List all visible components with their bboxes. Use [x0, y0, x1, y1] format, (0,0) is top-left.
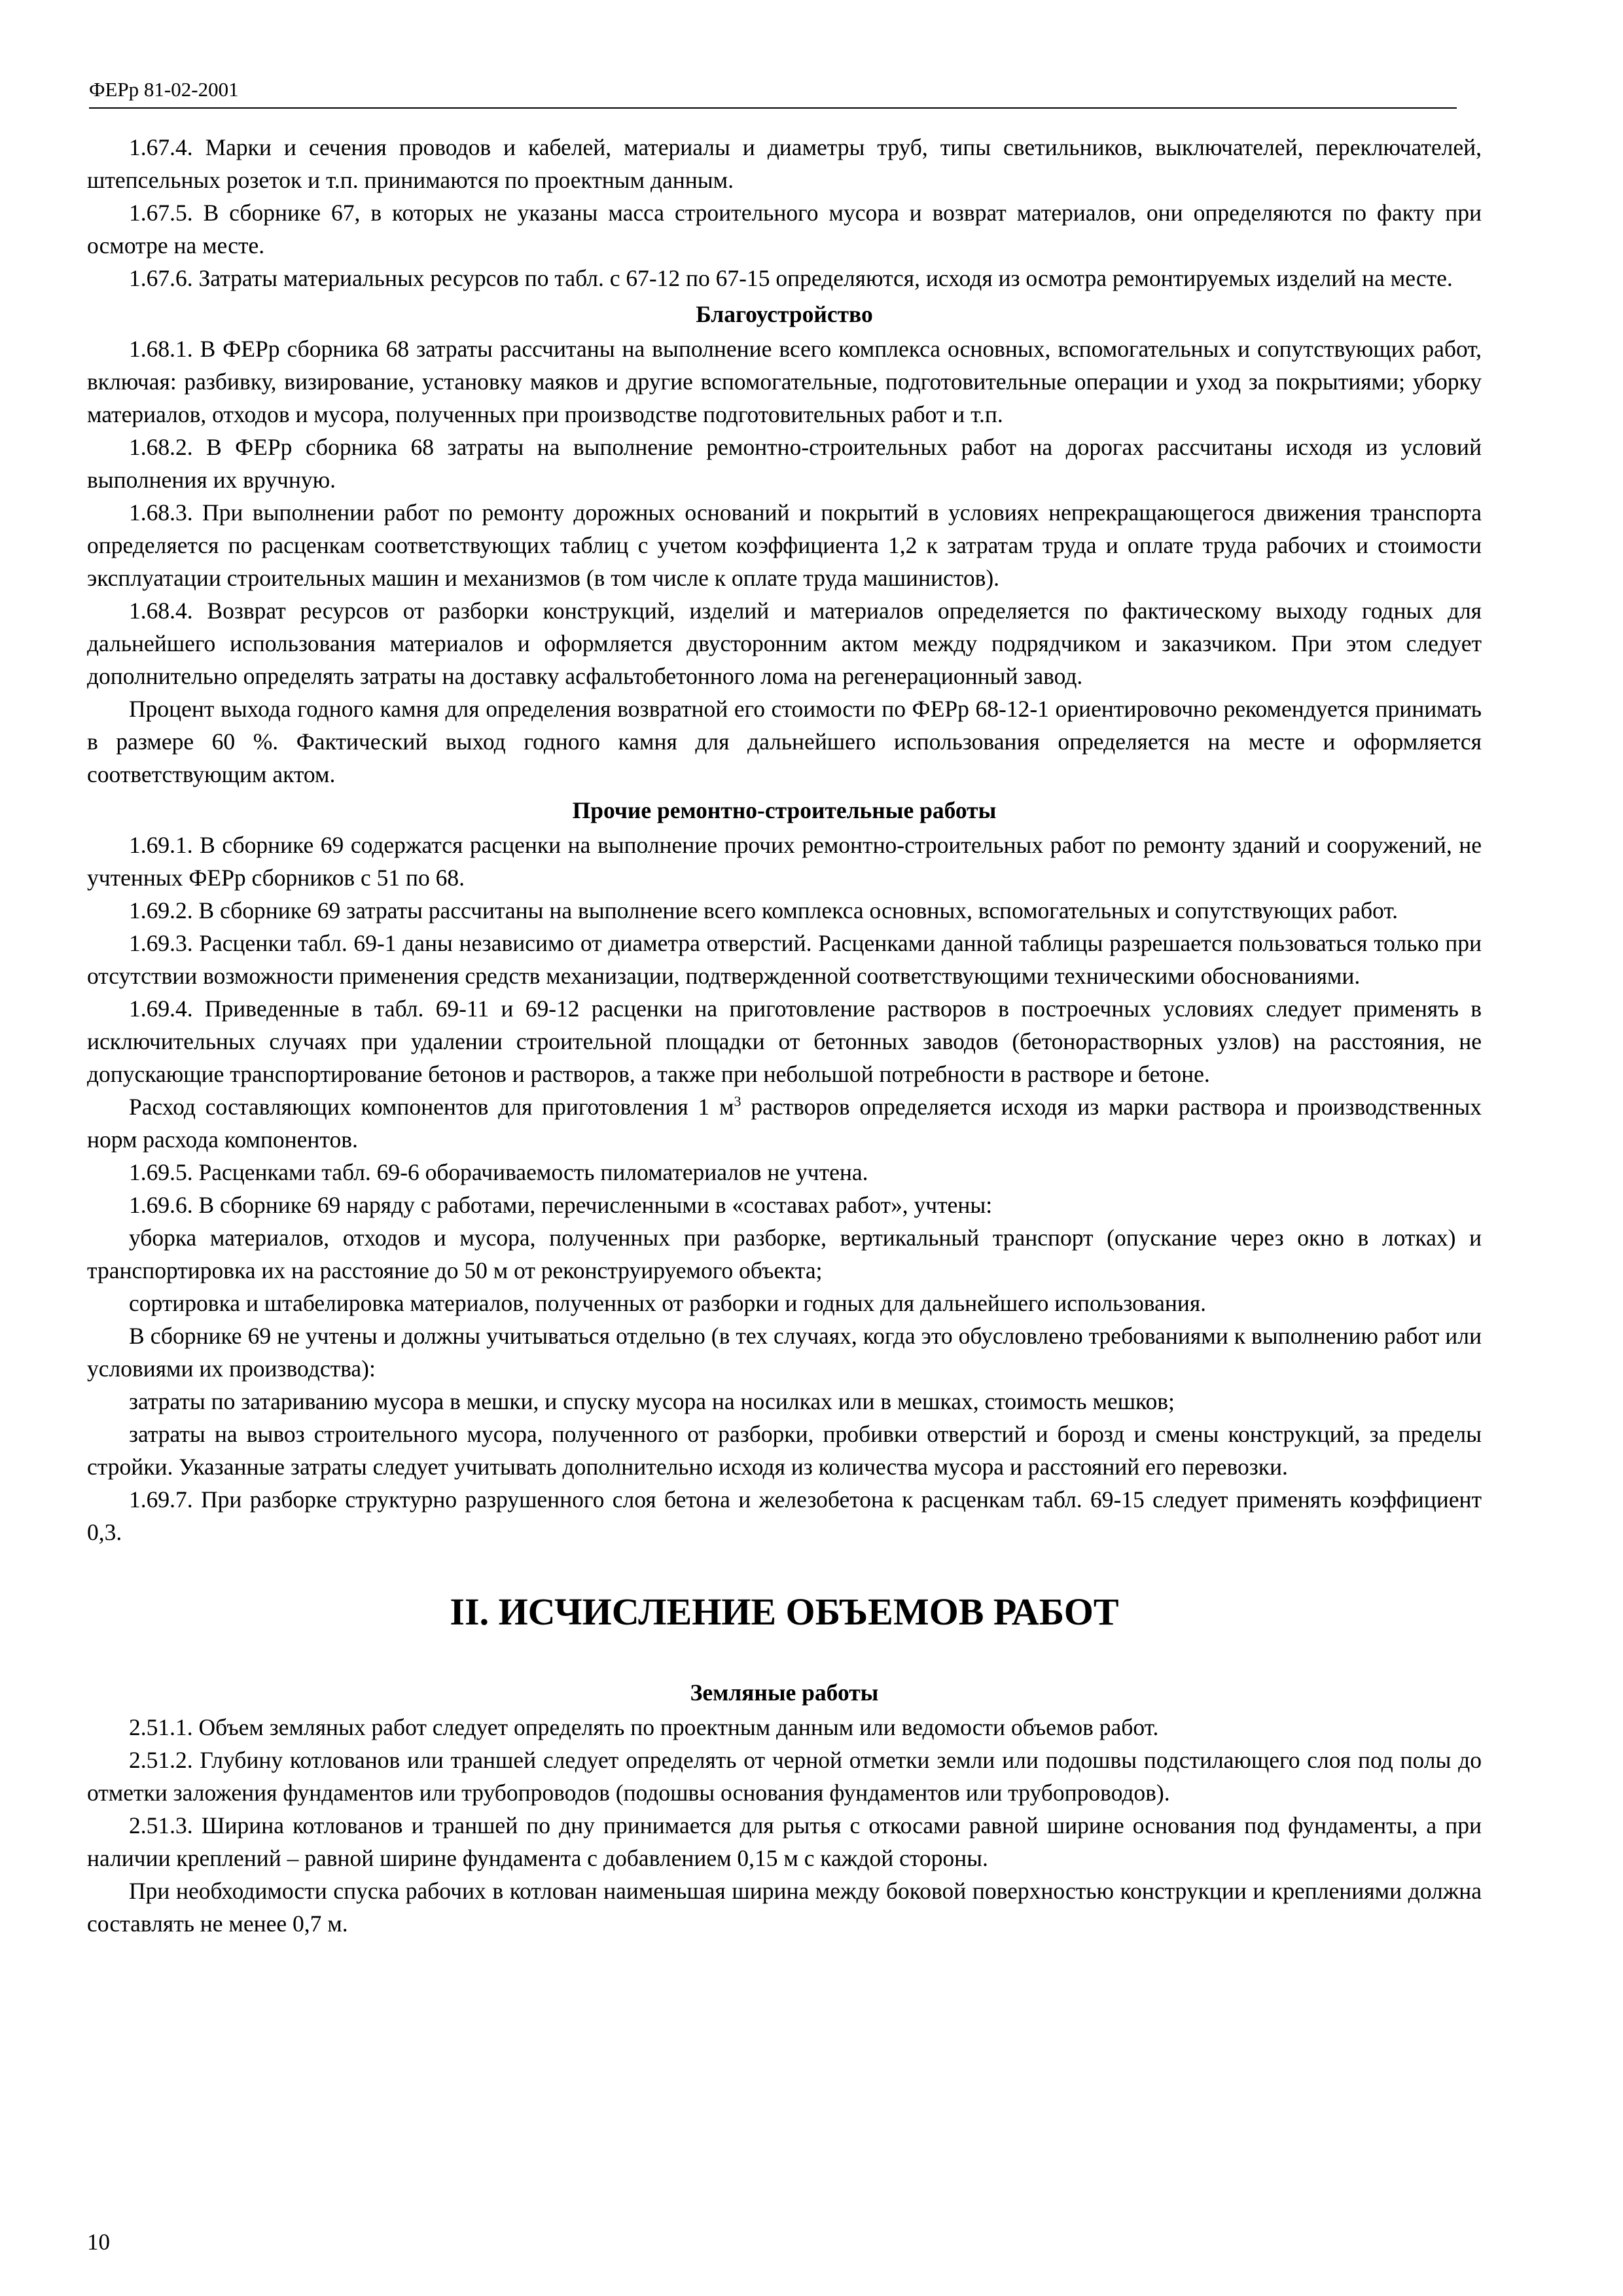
paragraph: уборка материалов, отходов и мусора, полученных при разборке, вертикальный транспорт (опускание через окно в лотках) и транспортировка их на расстояние до 50 м от реконструируемого объекта; [87, 1225, 1482, 1283]
chapter-title: II. ИСЧИСЛЕНИЕ ОБЪЕМОВ РАБОТ [450, 1590, 1119, 1633]
paragraph-rest: растворов определяется исходя из марки раствора и производственных норм расхода компонентов. [87, 1094, 1482, 1153]
paragraph-mortar [87, 1090, 1482, 1156]
paragraph: 1.69.7. При разборке структурно разрушенного слоя бетона и железобетона к расценкам табл. 69-15 следует применять коэффициент 0,3. [87, 1486, 1482, 1545]
page-number: 10 [87, 2229, 110, 2255]
paragraph: 1.69.2. В сборнике 69 затраты рассчитаны на выполнение всего комплекса основных, вспомогательных и сопутствующих работ. [129, 897, 1399, 924]
paragraph: 1.69.5. Расценками табл. 69-6 оборачиваемость пиломатериалов не учтена. [129, 1159, 868, 1185]
paragraph: затраты на вывоз строительного мусора, полученного от разборки, пробивки отверстий и борозд и смены конструкций, за пределы стройки. Указанные затраты следует учитывать дополнительно исходя из количества мусора и расстояний его перевозки. [87, 1421, 1482, 1480]
section-heading-blagoustroystvo: Благоустройство [696, 301, 873, 327]
paragraph: сортировка и штабелировка материалов, полученных от разборки и годных для дальнейшего использования. [129, 1290, 1207, 1316]
paragraph: 2.51.1. Объем земляных работ следует определять по проектным данным или ведомости объемов работ. [129, 1714, 1159, 1740]
paragraph: 1.67.5. В сборнике 67, в которых не указаны масса строительного мусора и возврат материалов, они определяются по факту при осмотре на месте. [87, 200, 1482, 259]
paragraph: 1.68.2. В ФЕРр сборника 68 затраты на выполнение ремонтно-строительных работ на дорогах рассчитаны исходя из условий выполнения их вручную. [87, 434, 1482, 493]
paragraph: Процент выхода годного камня для определения возвратной его стоимости по ФЕРр 68-12-1 ориентировочно рекомендуется принимать в размере 60 %. Фактический выход годного камня для дальнейшего использования определяется на месте и оформляется соответствующим актом. [87, 696, 1482, 787]
document-code: ФЕРр 81-02-2001 [89, 78, 239, 101]
paragraph: затраты по затариванию мусора в мешки, и спуску мусора на носилках или в мешках, стоимость мешков; [129, 1388, 1175, 1414]
superscript: 3 [734, 1093, 741, 1110]
paragraph-lead: Расход составляющих компонентов для приготовления 1 м [129, 1094, 734, 1120]
paragraph: 1.69.3. Расценки табл. 69-1 даны независимо от диаметра отверстий. Расценками данной таблицы разрешается пользоваться только при отсутствии возможности применения средств механизации, подтвержденной соответствующими техническими обоснованиями. [87, 930, 1482, 989]
section-heading-prochie: Прочие ремонтно-строительные работы [572, 797, 997, 823]
page-content [87, 131, 1482, 1940]
paragraph: 1.67.6. Затраты материальных ресурсов по табл. с 67-12 по 67-15 определяются, исходя из осмотра ремонтируемых изделий на месте. [129, 265, 1453, 291]
paragraph: 1.69.1. В сборнике 69 содержатся расценки на выполнение прочих ремонтно-строительных работ по ремонту зданий и сооружений, не учтенных ФЕРр сборников с 51 по 68. [87, 832, 1482, 891]
paragraph: 1.68.3. При выполнении работ по ремонту дорожных оснований и покрытий в условиях непрекращающегося движения транспорта определяется по расценкам соответствующих таблиц с учетом коэффициента 1,2 к затратам труда и оплате труда рабочих и стоимости эксплуатации строительных машин и механизмов (в том числе к оплате труда машинистов). [87, 499, 1482, 591]
paragraph: В сборнике 69 не учтены и должны учитываться отдельно (в тех случаях, когда это обусловлено требованиями к выполнению работ или условиями их производства): [87, 1323, 1482, 1382]
paragraph: 2.51.2. Глубину котлованов или траншей следует определять от черной отметки земли или подошвы подстилающего слоя под полы до отметки заложения фундаментов или трубопроводов (подошвы основания фундаментов или трубопроводов). [87, 1747, 1482, 1806]
paragraph: При необходимости спуска рабочих в котлован наименьшая ширина между боковой поверхностью конструкции и креплениями должна составлять не менее 0,7 м. [87, 1878, 1482, 1937]
paragraph: 1.69.4. Приведенные в табл. 69-11 и 69-12 расценки на приготовление растворов в построечных условиях следует применять в исключительных случаях при удалении строительной площадки от бетонных заводов (бетонорастворных узлов) на расстояния, не допускающие транспортирование бетонов и растворов, а также при небольшой потребности в растворе и бетоне. [87, 996, 1482, 1087]
paragraph: 1.69.6. В сборнике 69 наряду с работами, перечисленными в «составах работ», учтены: [129, 1192, 993, 1218]
paragraph: 2.51.3. Ширина котлованов и траншей по дну принимается для рытья с откосами равной ширине основания под фундаменты, а при наличии креплений – равной ширине фундамента с добавлением 0,15 м с каждой стороны. [87, 1812, 1482, 1871]
paragraph: 1.67.4. Марки и сечения проводов и кабелей, материалы и диаметры труб, типы светильников, выключателей, переключателей, штепсельных розеток и т.п. принимаются по проектным данным. [87, 134, 1482, 193]
paragraph: 1.68.4. Возврат ресурсов от разборки конструкций, изделий и материалов определяется по фактическому выходу годных для дальнейшего использования материалов и оформляется двусторонним актом между подрядчиком и заказчиком. При этом следует дополнительно определять затраты на доставку асфальтобетонного лома на регенерационный завод. [87, 598, 1482, 689]
section-heading-zemlyanye: Земляные работы [690, 1679, 879, 1706]
running-header [89, 77, 1457, 109]
paragraph: 1.68.1. В ФЕРр сборника 68 затраты рассчитаны на выполнение всего комплекса основных, вспомогательных и сопутствующих работ, включая: разбивку, визирование, установку маяков и другие вспомогательные, подготовительные операции и уход за покрытиями; уборку материалов, отходов и мусора, полученных при производстве подготовительных работ и т.п. [87, 336, 1482, 427]
